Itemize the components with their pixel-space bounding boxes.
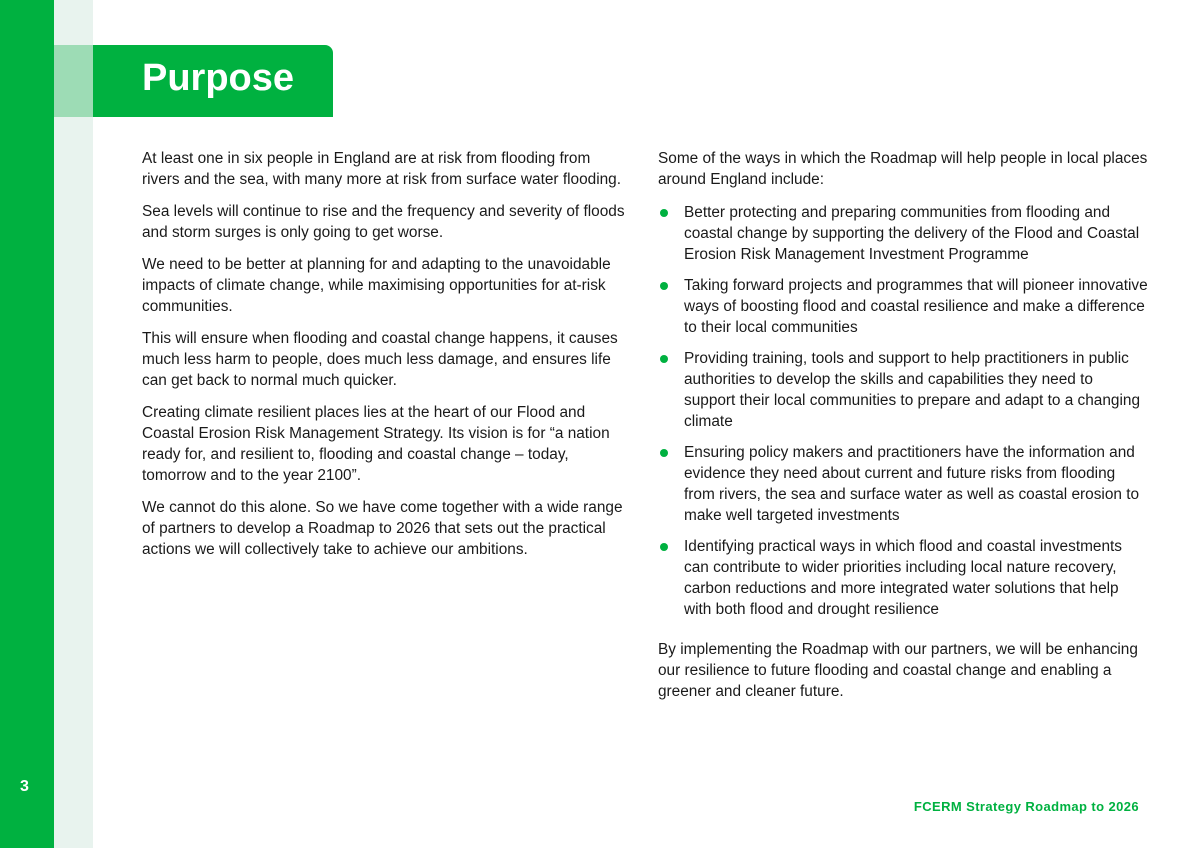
paragraph: Sea levels will continue to rise and the frequency and severity of floods and storm surges is only going to get worse. (142, 203, 625, 241)
sidebar-light-band (54, 0, 93, 848)
closing-paragraph: By implementing the Roadmap with our partners, we will be enhancing our resilience to future flooding and coastal change and enabling a greener and cleaner future. (658, 641, 1138, 700)
list-item-text: Identifying practical ways in which flood and coastal investments can contribute to wider priorities including local nature recovery, carbon reductions and more integrated water solutions that help with both flood and drought resilience (684, 538, 1123, 618)
list-item (658, 442, 1148, 526)
left-column (142, 148, 628, 571)
paragraph: We cannot do this alone. So we have come together with a wide range of partners to develop a Roadmap to 2026 that sets out the practical actions we will collectively take to achieve our ambitions. (142, 499, 623, 558)
list-intro: Some of the ways in which the Roadmap will help people in local places around England include: (658, 150, 1148, 188)
right-column (658, 148, 1148, 713)
sidebar-band (0, 0, 54, 848)
footer-document-title: FCERM Strategy Roadmap to 2026 (913, 799, 1139, 814)
title-banner (93, 45, 333, 117)
list-item-text: Better protecting and preparing communities from flooding and coastal change by supporting the delivery of the Flood and Coastal Erosion Risk Management Investment Programme (684, 204, 1140, 263)
page-number: 3 (20, 778, 29, 795)
paragraph: At least one in six people in England are at risk from flooding from rivers and the sea, with many more at risk from surface water flooding. (142, 150, 622, 188)
list-item (658, 348, 1148, 432)
bullet-dot-icon (660, 282, 668, 290)
list-item (658, 202, 1148, 265)
bullet-dot-icon (660, 449, 668, 457)
bullet-dot-icon (660, 543, 668, 551)
list-item (658, 275, 1148, 338)
list-item (658, 536, 1148, 620)
list-item-text: Providing training, tools and support to help practitioners in public authorities to develop the skills and capabilities they need to support their local communities to prepare and adapt to a changing climate (684, 350, 1141, 430)
title-accent (54, 45, 93, 117)
list-item-text: Taking forward projects and programmes that will pioneer innovative ways of boosting flood and coastal resilience and make a difference to their local communities (684, 277, 1148, 336)
paragraph: Creating climate resilient places lies at the heart of our Flood and Coastal Erosion Risk Management Strategy. Its vision is for “a nation ready for, and resilient to, flooding and coastal change – today, tomorrow and to the year 2100”. (142, 404, 610, 484)
list-item-text: Ensuring policy makers and practitioners have the information and evidence they need about current and future risks from flooding from rivers, the sea and surface water as well as coastal erosion to make well targeted investments (684, 444, 1140, 524)
paragraph: We need to be better at planning for and adapting to the unavoidable impacts of climate change, while maximising opportunities for at-risk communities. (142, 256, 611, 315)
bullet-dot-icon (660, 209, 668, 217)
paragraph: This will ensure when flooding and coastal change happens, it causes much less harm to people, does much less damage, and ensures life can get back to normal much quicker. (142, 330, 618, 389)
benefits-list (658, 202, 1148, 620)
page-title: Purpose (142, 57, 295, 99)
bullet-dot-icon (660, 355, 668, 363)
